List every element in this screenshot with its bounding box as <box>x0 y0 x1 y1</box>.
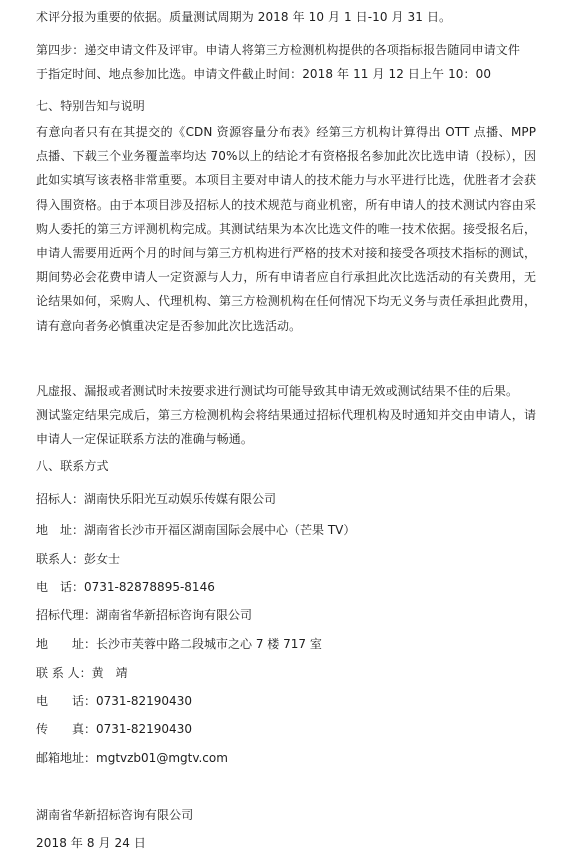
agent-fax: 0731-82190430 <box>96 722 192 736</box>
agent-phone-label: 电 话： <box>36 694 97 708</box>
signature-date: 2018 年 8 月 24 日 <box>36 836 147 850</box>
tenderer-contact: 彭女士 <box>84 552 121 566</box>
agent-address-row <box>36 636 322 652</box>
tenderer-phone-row <box>36 579 215 595</box>
agent-email-row <box>36 750 228 766</box>
agent-contact-row <box>36 665 128 681</box>
agent-name-label: 招标代理： <box>36 608 97 622</box>
section8-heading: 八、联系方式 <box>36 459 109 473</box>
agent-fax-label: 传 真： <box>36 722 97 736</box>
tenderer-phone: 0731-82878895-8146 <box>84 580 215 594</box>
agent-address: 长沙市芙蓉中路二段城市之心 7 楼 717 室 <box>96 637 322 651</box>
tenderer-phone-label: 电 话： <box>36 580 85 594</box>
section7-paragraph2: 凡虚报、漏报或者测试时未按要求进行测试均可能导致其申请无效或测试结果不佳的后果。 <box>36 384 519 398</box>
continuation-text: 术评分报为重要的依据。质量测试周期为 2018 年 10 月 1 日-10 月 31 日。 <box>36 10 452 24</box>
agent-name: 湖南省华新招标咨询有限公司 <box>96 608 253 622</box>
tenderer-name-row <box>36 491 276 507</box>
section7-heading: 七、特别告知与说明 <box>36 99 145 113</box>
signature-company: 湖南省华新招标咨询有限公司 <box>36 808 194 822</box>
agent-phone-row <box>36 693 192 709</box>
agent-contact-label: 联 系 人： <box>36 666 92 680</box>
tenderer-name: 湖南快乐阳光互动娱乐传媒有限公司 <box>84 492 277 506</box>
agent-email-label: 邮箱地址： <box>36 751 97 765</box>
agent-phone: 0731-82190430 <box>96 694 192 708</box>
step4-line1: 第四步：递交申请文件及评审。申请人将第三方检测机构提供的各项指标报告随同申请文件 <box>36 43 521 57</box>
agent-fax-row <box>36 721 192 737</box>
agent-contact: 黄 靖 <box>91 666 128 680</box>
tenderer-address: 湖南省长沙市开福区湖南国际会展中心（芒果 TV） <box>84 523 356 537</box>
agent-name-row <box>36 607 252 623</box>
agent-address-label: 地 址： <box>36 637 97 651</box>
tenderer-address-row <box>36 522 355 538</box>
tenderer-contact-label: 联系人： <box>36 552 85 566</box>
agent-email: mgtvzb01@mgtv.com <box>96 751 228 765</box>
section7-paragraph1: 有意向者只有在其提交的《CDN 资源容量分布表》经第三方机构计算得出 OTT 点播、MPP 点播、下载三个业务覆盖率均达 70%以上的结论才有资格报名参加此次比选申请（投标），因此如实填写该表格非常重要。本项目主要对申请人的技术能力与水平进行比选，优胜者才会获得入围资格。由于本项目涉及招标人的技术规范与商业机密，所有申请人的技术测试内容由采购人委托的第三方评测机构完成。其测试结果为本次比选文件的唯一技术依据。接受报名后，申请人需要用近两个月的时间与第三方机构进行严格的技术对接和接受各项技术指标的测试，期间势必会花费申请人一定资源与人力，所有申请者应自行承担此次比选活动的有关费用，无论结果如何，采购人、代理机构、第三方检测机构在任何情况下均无义务与责任承担此费用，请有意向者务必慎重决定是否参加此次比选活动。 <box>36 125 536 333</box>
tenderer-contact-row <box>36 551 120 567</box>
tenderer-name-label: 招标人： <box>36 492 85 506</box>
section7-paragraph3: 测试鉴定结果完成后，第三方检测机构会将结果通过招标代理机构及时通知并交由申请人，请申请人一定保证联系方法的准确与畅通。 <box>36 408 536 447</box>
step4-line2: 于指定时间、地点参加比选。申请文件截止时间：2018 年 11 月 12 日上午 10：00 <box>36 67 492 81</box>
tenderer-address-label: 地 址： <box>36 523 85 537</box>
